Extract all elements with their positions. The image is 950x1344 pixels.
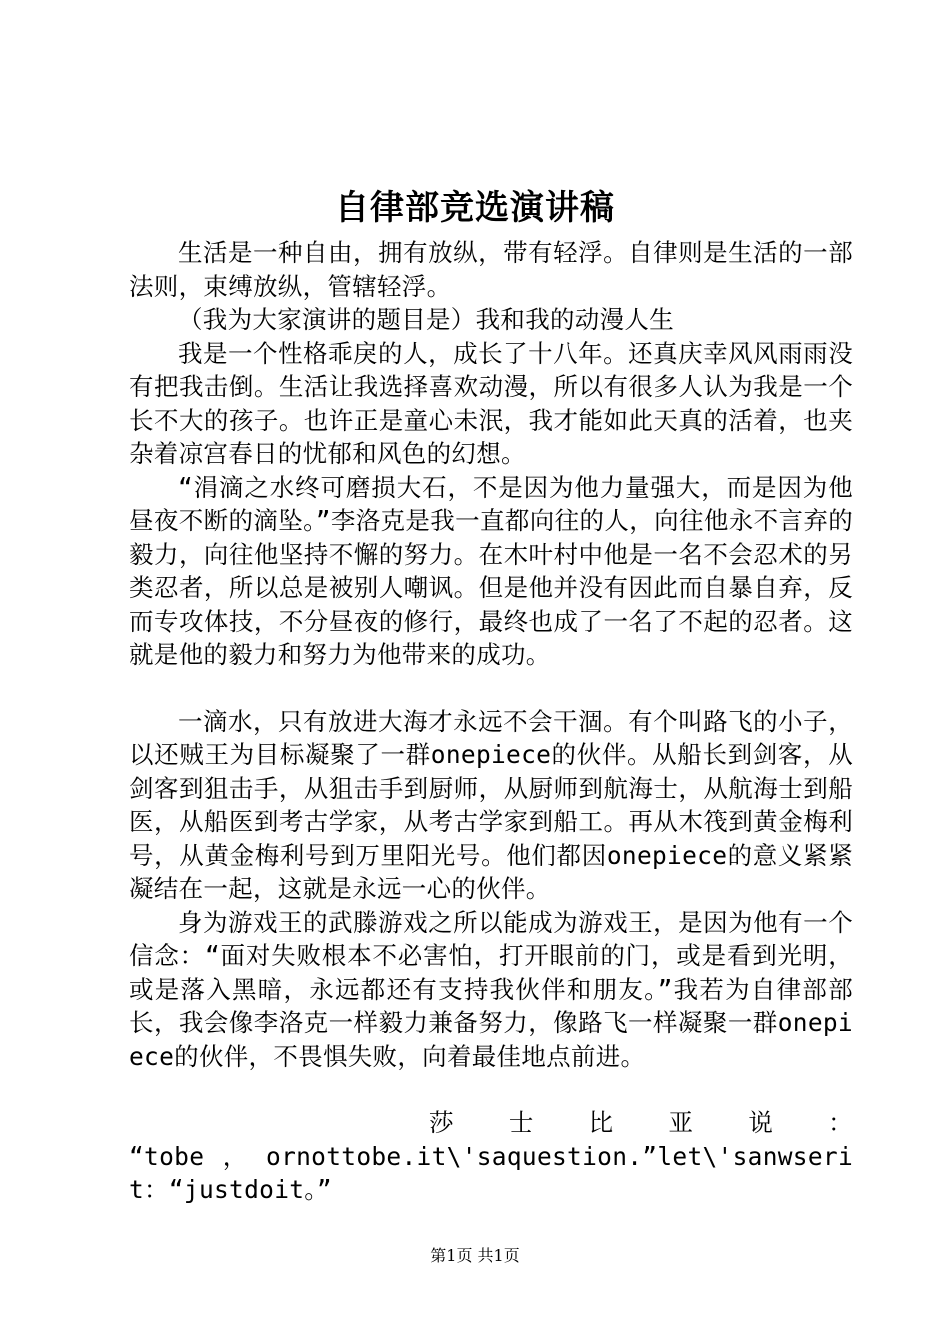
paragraph-self: 我是一个性格乖戾的人，成长了十八年。还真庆幸风风雨雨没有把我击倒。生活让我选择喜欢动漫，所以有很多人认为我是一个长不大的孩子。也许正是童心未泯，我才能如此天真的活着，也夹杂着凉宫春日的忧郁和风色的幻想。	[129, 338, 853, 468]
paragraph-spacer	[129, 1073, 853, 1106]
paragraph-yugi: 身为游戏王的武滕游戏之所以能成为游戏王，是因为他有一个信念：“面对失败根本不必害怕，打开眼前的门，或是看到光明，或是落入黑暗，永远都还有支持我伙伴和朋友。”我若为自律部部长，我会像李洛克一样毅力兼备努力，像路飞一样凝聚一群onepiece的伙伴，不畏惧失败，向着最佳地点前进。	[129, 907, 853, 1071]
paragraph-luffy: 一滴水，只有放进大海才永远不会干涸。有个叫路飞的小子，以还贼王为目标凝聚了一群onepiece的伙伴。从船长到剑客，从剑客到狙击手，从狙击手到厨师，从厨师到航海士，从航海士到船医，从船医到考古学家，从考古学家到船工。再从木筏到黄金梅利号，从黄金梅利号到万里阳光号。他们都因onepiece的意义紧紧凝结在一起，这就是永远一心的伙伴。	[129, 706, 853, 903]
document-title: 自律部竞选演讲稿	[335, 188, 615, 228]
paragraph-rock-lee: “涓滴之水终可磨损大石，不是因为他力量强大，而是因为他昼夜不断的滴坠。”李洛克是我一直都向往的人，向往他永不言弃的毅力，向往他坚持不懈的努力。在木叶村中他是一名不会忍术的另类忍者，所以总是被别人嘲讽。但是他并没有因此而自暴自弃，反而专攻体技，不分昼夜的修行，最终也成了一名了不起的忍者。这就是他的毅力和努力为他带来的成功。	[129, 472, 853, 669]
paragraph-topic: （我为大家演讲的题目是）我和我的动漫人生	[178, 305, 674, 334]
quote-text: “tobe，ornottobe.it\'saquestion.”let\'sanwserit：“justdoit。”	[129, 1141, 853, 1204]
page-footer: 第1页 共1页	[430, 1246, 520, 1265]
document-body	[129, 236, 853, 1207]
paragraph-intro: 生活是一种自由，拥有放纵，带有轻浮。自律则是生活的一部法则，束缚放纵，管辖轻浮。	[129, 238, 853, 301]
quote-intro: 莎士比亚说：	[429, 1108, 853, 1137]
paragraph-spacer	[129, 672, 853, 705]
